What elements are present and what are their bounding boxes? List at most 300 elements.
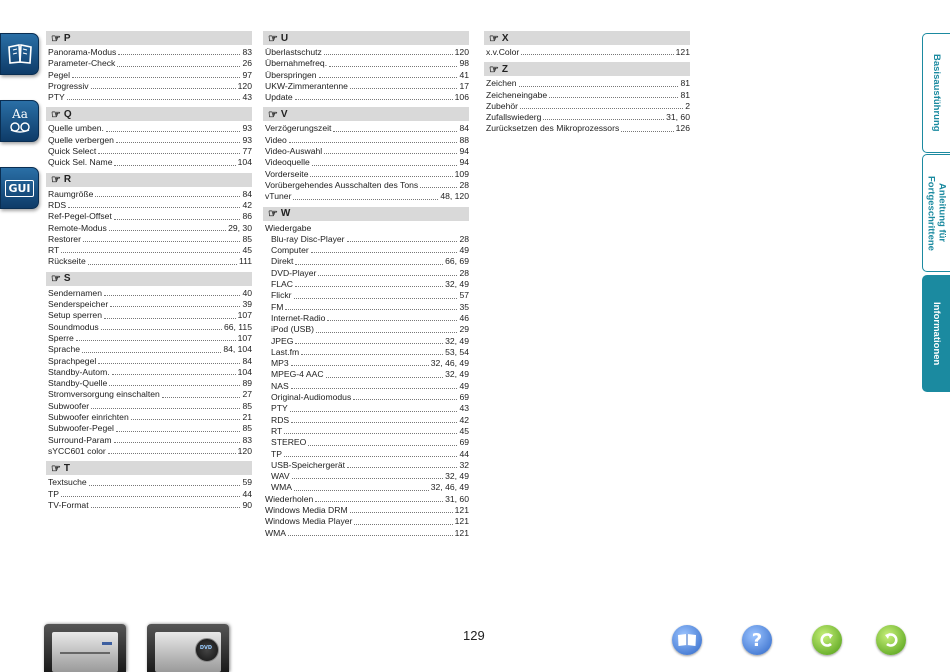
dot-leader	[333, 131, 457, 132]
index-column-3	[484, 31, 690, 139]
page-reference[interactable]: 35	[459, 301, 469, 312]
page-reference[interactable]: 85	[242, 233, 252, 244]
index-entry[interactable]	[263, 482, 469, 493]
index-term: Subwoofer	[48, 400, 90, 411]
tab-fortgeschrittene[interactable]	[922, 154, 950, 272]
section-header	[46, 461, 252, 475]
index-term: PTY	[48, 92, 65, 103]
page-reference[interactable]: 90	[242, 499, 252, 510]
index-entry[interactable]	[263, 369, 469, 380]
page-reference[interactable]: 121	[675, 47, 690, 57]
index-entry[interactable]	[46, 234, 252, 245]
index-term: Zubehör	[486, 100, 519, 111]
pointing-hand-icon: ☞	[51, 32, 61, 45]
index-term: DVD-Player	[271, 267, 317, 278]
page-reference[interactable]: 66, 115	[223, 321, 252, 332]
index-entry[interactable]	[484, 123, 690, 134]
book-icon	[7, 43, 33, 65]
page-reference[interactable]: 97	[242, 69, 252, 80]
index-term: Flickr	[271, 290, 292, 301]
dot-leader	[101, 329, 222, 330]
page-reference[interactable]: 85	[242, 423, 252, 434]
index-entry[interactable]	[46, 92, 252, 103]
section-header	[263, 107, 469, 121]
page-reference[interactable]: 83	[242, 434, 252, 445]
pointing-hand-icon: ☞	[268, 108, 278, 121]
index-entry[interactable]	[263, 81, 469, 92]
index-entry[interactable]	[263, 268, 469, 279]
index-term: Textsuche	[48, 477, 87, 488]
page-reference[interactable]: 28	[459, 179, 469, 190]
index-entry[interactable]	[484, 101, 690, 112]
dot-leader	[353, 399, 457, 400]
pointing-hand-icon: ☞	[51, 174, 61, 187]
index-entry[interactable]	[46, 435, 252, 446]
index-term: RDS	[271, 414, 290, 425]
index-term: sYCC601 color	[48, 445, 106, 456]
page-reference[interactable]: 93	[242, 134, 252, 145]
index-entry[interactable]	[46, 211, 252, 222]
index-term: Panorama-Modus	[48, 47, 117, 57]
index-term: RT	[48, 245, 60, 256]
index-entry[interactable]	[484, 47, 690, 58]
index-term: UKW-Zimmerantenne	[265, 80, 348, 91]
page-reference[interactable]: 29	[459, 324, 469, 335]
page-reference[interactable]: 104	[237, 366, 252, 377]
index-entry[interactable]	[263, 135, 469, 146]
index-entry[interactable]	[46, 322, 252, 333]
section-letter: T	[63, 462, 70, 474]
index-term: PTY	[271, 403, 288, 414]
book-button[interactable]	[0, 33, 39, 75]
page-reference[interactable]: 32, 49	[445, 471, 469, 482]
page-reference[interactable]: 41	[459, 69, 469, 80]
page-reference[interactable]: 53, 54	[445, 346, 469, 357]
page-reference[interactable]: 98	[459, 58, 469, 69]
index-term: Quick Select	[48, 146, 97, 157]
page-reference[interactable]: 84	[242, 188, 252, 199]
section-letter: R	[63, 174, 72, 186]
dot-leader	[118, 54, 240, 55]
page-reference[interactable]: 26	[242, 58, 252, 69]
index-entry[interactable]	[263, 403, 469, 414]
index-entry[interactable]	[46, 288, 252, 299]
index-entry[interactable]	[46, 200, 252, 211]
index-term: JPEG	[271, 335, 294, 346]
index-term: Senderspeicher	[48, 299, 109, 310]
dot-leader	[295, 264, 443, 265]
page-reference[interactable]: 121	[454, 516, 469, 527]
index-term: Übernahmefreq.	[265, 58, 328, 69]
index-entry[interactable]	[46, 245, 252, 256]
dot-leader	[327, 320, 457, 321]
dot-leader	[114, 165, 235, 166]
receiver-device-button[interactable]	[44, 624, 126, 672]
index-entry[interactable]	[46, 157, 252, 168]
index-term: NAS	[271, 380, 289, 391]
index-entry[interactable]	[263, 381, 469, 392]
index-entry[interactable]	[46, 401, 252, 412]
dot-leader	[91, 507, 241, 508]
index-entry[interactable]	[263, 157, 469, 168]
dot-leader	[295, 343, 443, 344]
dot-leader	[354, 524, 452, 525]
page-reference[interactable]: 94	[459, 157, 469, 168]
glossary-button[interactable]	[0, 100, 39, 142]
index-term: Original-Audiomodus	[271, 392, 352, 403]
index-term: Sperre	[48, 332, 74, 343]
pointing-hand-icon: ☞	[489, 63, 499, 76]
page-reference[interactable]: 104	[237, 157, 252, 168]
player-device-button[interactable]	[147, 624, 229, 672]
index-entry[interactable]	[263, 279, 469, 290]
index-entry[interactable]	[263, 347, 469, 358]
dot-leader	[291, 365, 429, 366]
page-reference[interactable]: 42	[242, 199, 252, 210]
open-book-icon	[677, 633, 697, 647]
page-reference[interactable]: 27	[242, 389, 252, 400]
dot-leader	[326, 377, 444, 378]
page-reference[interactable]: 2	[685, 100, 690, 111]
page-reference[interactable]: 83	[242, 47, 252, 57]
dot-leader	[98, 153, 240, 154]
page-reference[interactable]: 32, 46, 49	[430, 482, 469, 493]
contents-button[interactable]	[672, 625, 702, 655]
dot-leader	[621, 131, 673, 132]
index-entry[interactable]	[46, 123, 252, 134]
page-reference[interactable]: 88	[459, 134, 469, 145]
dot-leader	[82, 352, 221, 353]
index-entry[interactable]	[263, 169, 469, 180]
pointing-hand-icon: ☞	[51, 108, 61, 121]
index-entry[interactable]	[263, 234, 469, 245]
page-reference[interactable]: 42	[459, 414, 469, 425]
index-term: Blu-ray Disc-Player	[271, 233, 345, 244]
index-entry[interactable]	[46, 81, 252, 92]
index-entry	[263, 223, 469, 234]
index-entry[interactable]	[46, 477, 252, 488]
index-entry[interactable]	[263, 528, 469, 539]
dot-leader	[301, 354, 443, 355]
page-reference[interactable]: 109	[454, 168, 469, 179]
index-entry[interactable]	[263, 471, 469, 482]
page-reference[interactable]: 29, 30	[228, 222, 252, 233]
index-term: Sendernamen	[48, 287, 102, 298]
index-entry[interactable]	[46, 256, 252, 267]
dot-leader	[104, 295, 240, 296]
page-reference[interactable]: 48, 120	[440, 191, 469, 202]
index-entry[interactable]	[263, 146, 469, 157]
index-entry[interactable]	[46, 70, 252, 81]
gui-button[interactable]	[0, 167, 39, 209]
page-reference[interactable]: 121	[454, 504, 469, 515]
index-entry[interactable]	[46, 223, 252, 234]
index-entry[interactable]	[46, 356, 252, 367]
dot-leader	[95, 196, 240, 197]
dot-leader	[284, 433, 457, 434]
tab-informationen[interactable]	[922, 275, 950, 392]
index-entry[interactable]	[46, 412, 252, 423]
index-entry[interactable]	[263, 123, 469, 134]
index-entry[interactable]	[263, 58, 469, 69]
index-entry[interactable]	[263, 336, 469, 347]
section-header	[46, 272, 252, 286]
index-term: Wiederholen	[265, 493, 314, 504]
section-header	[46, 173, 252, 187]
index-entry[interactable]	[484, 112, 690, 123]
index-entry[interactable]	[263, 516, 469, 527]
page-reference[interactable]: 85	[242, 400, 252, 411]
index-term: Standby-Quelle	[48, 378, 108, 389]
index-term: TP	[48, 488, 59, 499]
index-entry[interactable]	[263, 437, 469, 448]
dot-leader	[295, 99, 453, 100]
index-section-q	[46, 107, 252, 168]
help-button[interactable]	[742, 625, 772, 655]
index-term: Zufallswiederg	[486, 112, 542, 123]
page-reference[interactable]: 77	[242, 146, 252, 157]
dot-leader	[290, 411, 458, 412]
page-reference[interactable]: 81	[680, 89, 690, 100]
index-entry[interactable]	[46, 489, 252, 500]
dot-leader	[112, 374, 236, 375]
page-reference[interactable]: 43	[459, 403, 469, 414]
index-term: Last.fm	[271, 346, 300, 357]
index-entry[interactable]	[263, 70, 469, 81]
page-reference[interactable]: 69	[459, 392, 469, 403]
index-column-1	[46, 31, 252, 515]
svg-text:Aa: Aa	[11, 107, 28, 121]
page-reference[interactable]: 84	[459, 123, 469, 134]
dot-leader	[519, 86, 679, 87]
index-term: Ref-Pegel-Offset	[48, 211, 112, 222]
index-entry[interactable]	[263, 256, 469, 267]
index-entry[interactable]	[263, 324, 469, 335]
index-entry[interactable]	[46, 344, 252, 355]
index-section-w	[263, 207, 469, 539]
index-entry[interactable]	[46, 135, 252, 146]
page-reference[interactable]: 86	[242, 211, 252, 222]
index-entry[interactable]	[46, 299, 252, 310]
page-reference[interactable]: 120	[237, 445, 252, 456]
section-letter: V	[280, 108, 288, 120]
section-header	[484, 62, 690, 76]
page-reference[interactable]: 81	[680, 78, 690, 89]
index-entry[interactable]	[46, 446, 252, 457]
index-entry[interactable]	[263, 392, 469, 403]
index-entry[interactable]	[263, 290, 469, 301]
index-term: Zeichen	[486, 78, 517, 89]
page-reference[interactable]: 21	[242, 412, 252, 423]
page-reference[interactable]: 57	[459, 290, 469, 301]
pointing-hand-icon: ☞	[489, 32, 499, 45]
gui-icon: GUI	[5, 180, 33, 197]
index-term: RDS	[48, 199, 67, 210]
index-entry[interactable]	[263, 313, 469, 324]
index-section-z	[484, 62, 690, 134]
page-reference[interactable]: 84	[242, 355, 252, 366]
index-entry[interactable]	[46, 189, 252, 200]
page-reference[interactable]: 106	[454, 92, 469, 103]
page-reference[interactable]: 32	[459, 459, 469, 470]
dot-leader	[116, 431, 241, 432]
index-term: Pegel	[48, 69, 70, 80]
index-entry[interactable]	[263, 426, 469, 437]
page-reference[interactable]: 69	[459, 437, 469, 448]
page-reference[interactable]: 46	[459, 312, 469, 323]
index-section-x	[484, 31, 690, 58]
dot-leader	[91, 408, 240, 409]
page-reference[interactable]: 84, 104	[223, 344, 252, 355]
left-icon-bar	[0, 33, 38, 234]
index-entry[interactable]	[263, 180, 469, 191]
index-term: Remote-Modus	[48, 222, 107, 233]
index-entry[interactable]	[263, 505, 469, 516]
page-reference[interactable]: 44	[242, 488, 252, 499]
index-term: Subwoofer-Pegel	[48, 423, 114, 434]
page-reference[interactable]: 28	[459, 267, 469, 278]
undo-arrow-icon	[817, 630, 837, 650]
dot-leader	[83, 241, 240, 242]
page-reference[interactable]: 93	[242, 123, 252, 134]
dot-leader	[324, 153, 457, 154]
index-entry[interactable]	[46, 389, 252, 400]
page-reference[interactable]: 17	[459, 80, 469, 91]
index-section-r	[46, 173, 252, 268]
index-entry[interactable]	[263, 191, 469, 202]
index-entry[interactable]	[46, 423, 252, 434]
index-entry[interactable]	[46, 146, 252, 157]
dot-leader	[285, 309, 457, 310]
index-term: Überlastschutz	[265, 47, 322, 57]
page-reference[interactable]: 32, 46, 49	[430, 358, 469, 369]
section-letter: W	[280, 208, 291, 220]
tab-basisausfuehrung[interactable]	[922, 33, 950, 153]
page-reference[interactable]: 126	[675, 123, 690, 134]
pointing-hand-icon: ☞	[268, 32, 278, 45]
dot-leader	[543, 119, 664, 120]
tab-label: Informationen	[931, 301, 942, 366]
page-reference[interactable]: 31, 60	[666, 112, 690, 123]
dot-leader	[109, 230, 226, 231]
index-term: RT	[271, 425, 283, 436]
index-entry[interactable]	[263, 358, 469, 369]
index-section-t	[46, 461, 252, 511]
page-reference[interactable]: 94	[459, 146, 469, 157]
dot-leader	[108, 453, 236, 454]
index-entry[interactable]	[46, 333, 252, 344]
index-term: Stromversorgung einschalten	[48, 389, 160, 400]
index-term: MP3	[271, 358, 289, 369]
dot-leader	[88, 264, 237, 265]
page-reference[interactable]: 40	[242, 287, 252, 298]
page-reference[interactable]: 43	[242, 92, 252, 103]
receiver-device-icon	[52, 632, 118, 672]
page-reference[interactable]: 32, 49	[445, 369, 469, 380]
index-term: STEREO	[271, 437, 307, 448]
page-reference[interactable]: 66, 69	[445, 256, 469, 267]
dot-leader	[316, 332, 457, 333]
page-reference[interactable]: 111	[238, 256, 252, 267]
page-reference[interactable]: 89	[242, 378, 252, 389]
dot-leader	[420, 187, 457, 188]
page-reference[interactable]: 32, 49	[445, 279, 469, 290]
dot-leader	[347, 241, 458, 242]
index-term: Subwoofer einrichten	[48, 412, 129, 423]
page-reference[interactable]: 31, 60	[445, 493, 469, 504]
index-entry[interactable]	[46, 367, 252, 378]
index-term: Soundmodus	[48, 321, 99, 332]
player-device-icon	[155, 632, 221, 672]
index-section-p	[46, 31, 252, 103]
index-entry[interactable]	[263, 47, 469, 58]
index-entry[interactable]	[484, 78, 690, 89]
index-entry[interactable]	[484, 90, 690, 101]
page-reference[interactable]: 49	[459, 380, 469, 391]
index-term: WMA	[265, 527, 287, 538]
index-term: TP	[271, 448, 282, 459]
index-entry[interactable]	[263, 302, 469, 313]
page-reference[interactable]: 39	[242, 299, 252, 310]
dot-leader	[291, 388, 458, 389]
dot-leader	[292, 478, 443, 479]
page-reference[interactable]: 121	[454, 527, 469, 538]
index-entry[interactable]	[263, 415, 469, 426]
dot-leader	[98, 363, 240, 364]
index-entry[interactable]	[263, 460, 469, 471]
section-letter: X	[501, 32, 509, 44]
forward-button[interactable]	[876, 625, 906, 655]
index-entry[interactable]	[46, 47, 252, 58]
page-reference[interactable]: 120	[237, 80, 252, 91]
index-entry[interactable]	[46, 378, 252, 389]
index-entry[interactable]	[263, 494, 469, 505]
section-header	[263, 207, 469, 221]
page-reference[interactable]: 44	[459, 448, 469, 459]
page-reference[interactable]: 45	[459, 425, 469, 436]
page-reference[interactable]: 49	[459, 245, 469, 256]
index-term: Computer	[271, 245, 309, 256]
page-reference[interactable]: 107	[237, 310, 252, 321]
dot-leader	[61, 252, 240, 253]
page-reference[interactable]: 120	[454, 47, 469, 57]
index-entry[interactable]	[263, 92, 469, 103]
index-term: USB-Speichergerät	[271, 459, 346, 470]
index-term: Direkt	[271, 256, 294, 267]
index-entry[interactable]	[263, 245, 469, 256]
page-reference[interactable]: 59	[242, 477, 252, 488]
index-entry[interactable]	[46, 500, 252, 511]
dot-leader	[319, 77, 458, 78]
section-header	[46, 31, 252, 45]
dot-leader	[291, 422, 457, 423]
index-entry[interactable]	[46, 310, 252, 321]
dot-leader	[294, 490, 429, 491]
page-reference[interactable]: 45	[242, 245, 252, 256]
index-term: Sprachpegel	[48, 355, 97, 366]
index-entry[interactable]	[263, 449, 469, 460]
dot-leader	[106, 131, 241, 132]
index-entry[interactable]	[46, 58, 252, 69]
page-reference[interactable]: 28	[459, 233, 469, 244]
page-reference[interactable]: 32, 49	[445, 335, 469, 346]
back-button[interactable]	[812, 625, 842, 655]
index-term: Quelle umben.	[48, 123, 104, 134]
dot-leader	[295, 286, 443, 287]
index-term: WAV	[271, 471, 290, 482]
page-reference[interactable]: 107	[237, 332, 252, 343]
dot-leader	[131, 419, 241, 420]
